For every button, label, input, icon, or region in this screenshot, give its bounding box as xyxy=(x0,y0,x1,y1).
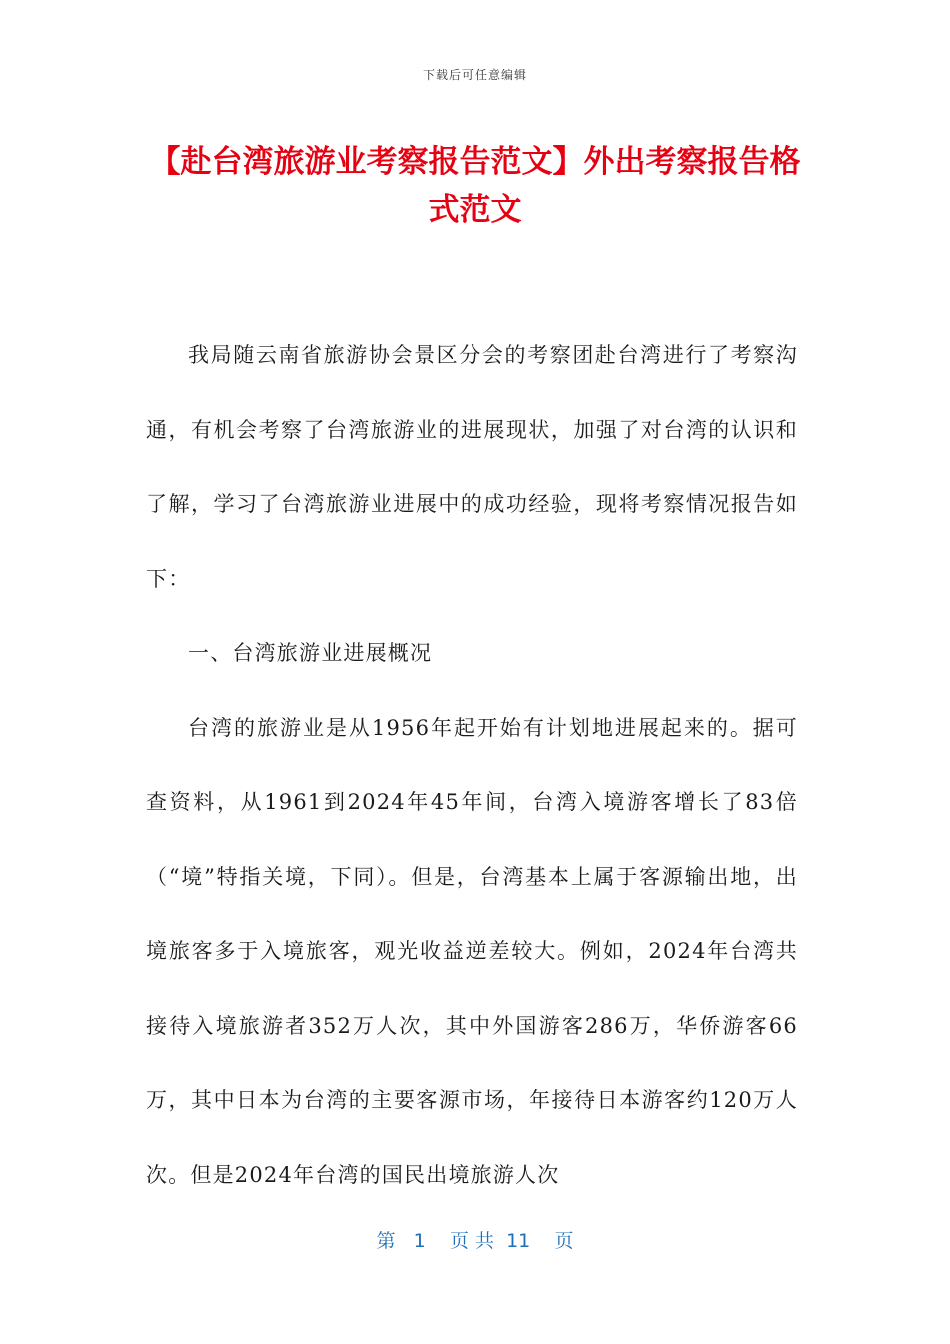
section-heading: 一、台湾旅游业进展概况 xyxy=(188,641,433,665)
page-footer xyxy=(0,1226,950,1253)
footer-page-number: 1 xyxy=(413,1230,426,1252)
document-body xyxy=(146,318,798,1212)
paragraph-intro: 我局随云南省旅游协会景区分会的考察团赴台湾进行了考察沟通，有机会考察了台湾旅游业的进展现状，加强了对台湾的认识和了解，学习了台湾旅游业进展中的成功经验，现将考察情况报告如下： xyxy=(146,343,798,591)
footer-prefix: 第 xyxy=(376,1230,396,1252)
footer-total-pages: 11 xyxy=(506,1230,531,1252)
document-title: 【赴台湾旅游业考察报告范文】外出考察报告格式范文 xyxy=(149,144,801,228)
footer-suffix: 页 xyxy=(554,1230,574,1252)
footer-middle: 页 共 xyxy=(449,1230,494,1252)
paragraph-overview: 台湾的旅游业是从1956年起开始有计划地进展起来的。据可查资料，从1961到2024年45年间，台湾入境游客增长了83倍（“境”特指关境，下同）。但是，台湾基本上属于客源输出地，出境旅客多于入境旅客，观光收益逆差较大。例如，2024年台湾共接待入境旅游者352万人次，其中外国游客286万，华侨游客66万，其中日本为台湾的主要客源市场，年接待日本游客约120万人次。但是2024年台湾的国民出境旅游人次 xyxy=(146,715,798,1187)
header-note: 下载后可任意编辑 xyxy=(422,68,527,82)
